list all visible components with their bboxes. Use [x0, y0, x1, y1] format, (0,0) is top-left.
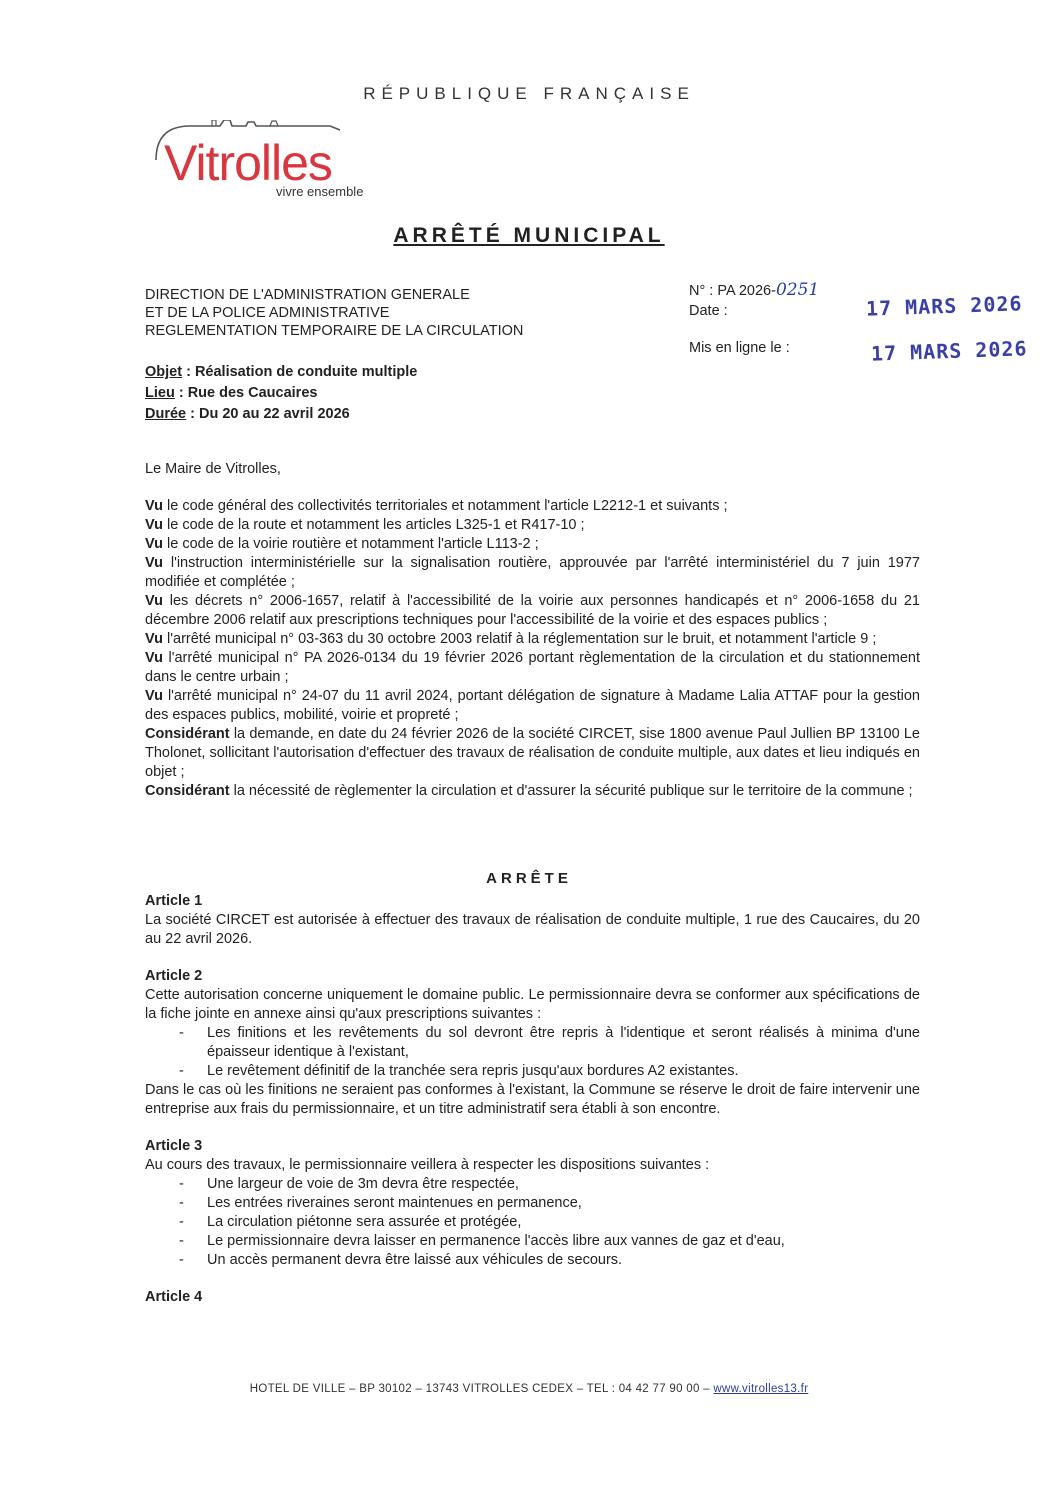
article-3 [145, 1137, 920, 1270]
duree-key: Durée [145, 406, 187, 422]
preamble-lead: Vu [145, 688, 163, 704]
list-item: - Le permissionnaire devra laisser en permanence l'accès libre aux vannes de gaz et d'eau, [173, 1232, 920, 1251]
preamble-text: l'arrêté municipal n° 24-07 du 11 avril 2024, portant délégation de signature à Madame Lalia ATTAF pour la gestion des espaces publics, mobilité, voirie et propreté ; [145, 688, 920, 723]
document-title-text: ARRÊTÉ MUNICIPAL [393, 224, 665, 247]
article-text: La société CIRCET est autorisée à effectuer des travaux de réalisation de conduite multiple, 1 rue des Caucaires, du 20 au 22 avril 2026. [145, 912, 920, 947]
preamble-item [145, 592, 920, 630]
preamble-text: le code général des collectivités territoriales et notamment l'article L2212-1 et suivants ; [163, 498, 728, 514]
list-item: - Les entrées riveraines seront maintenues en permanence, [173, 1194, 920, 1213]
preamble-item [145, 725, 920, 782]
list-item: - Les finitions et les revêtements du sol devront être repris à l'identique et seront réalisés à minima d'une épaisseur identique à l'existant, [173, 1024, 920, 1062]
article-2 [145, 967, 920, 1119]
preamble-item [145, 687, 920, 725]
article-outro: Dans le cas où les finitions ne seraient pas conformes à l'existant, la Commune se réserve le droit de faire intervenir une entreprise aux frais du permissionnaire, et un titre administratif sera établi à son encontre. [145, 1082, 920, 1117]
maire-intro: Le Maire de Vitrolles, [145, 461, 281, 477]
logo-tagline: vivre ensemble [276, 184, 364, 199]
list-item: - Un accès permanent devra être laissé aux véhicules de secours. [173, 1251, 920, 1270]
articles [145, 892, 920, 1325]
issuing-direction [145, 286, 523, 340]
footer-address: HOTEL DE VILLE – BP 30102 – 13743 VITROLLES CEDEX – TEL : 04 42 77 90 00 – [249, 1383, 714, 1395]
article-heading: Article 4 [145, 1289, 203, 1305]
objet-value: : Réalisation de conduite multiple [182, 364, 418, 380]
preamble-item [145, 554, 920, 592]
preamble-text: la nécessité de règlementer la circulation et d'assurer la sécurité publique sur le territoire de la commune ; [229, 783, 913, 799]
article-4 [145, 1288, 920, 1307]
preamble-lead: Vu [145, 536, 163, 552]
preamble-item [145, 497, 920, 516]
preamble-lead: Considérant [145, 726, 230, 742]
date-label: Date : [689, 303, 728, 319]
preamble-lead: Vu [145, 650, 163, 666]
preamble-item [145, 782, 920, 801]
website-link[interactable]: www.vitrolles13.fr [713, 1383, 809, 1395]
preamble-text: le code de la voirie routière et notamment l'article L113-2 ; [163, 536, 539, 552]
preamble-text: la demande, en date du 24 février 2026 de la société CIRCET, sise 1800 avenue Paul Jullien BP 13100 Le Tholonet, sollicitant l'autorisation d'effectuer des travaux de réalisation de conduite multiple, aux dates et lieu indiqués en objet ; [145, 726, 920, 780]
preamble-text: l'arrêté municipal n° 03-363 du 30 octobre 2003 relatif à la réglementation sur le bruit, et notamment l'article 9 ; [163, 631, 877, 647]
lieu-key: Lieu [145, 385, 175, 401]
article-heading: Article 1 [145, 893, 203, 909]
article-intro: Cette autorisation concerne uniquement le domaine public. Le permissionnaire devra se conformer aux spécifications de la fiche jointe en annexe ainsi qu'aux prescriptions suivantes : [145, 987, 920, 1022]
document-title [0, 224, 1058, 248]
preamble-text: l'arrêté municipal n° PA 2026-0134 du 19 février 2026 portant règlementation de la circulation et du stationnement dans le centre urbain ; [145, 650, 920, 685]
subject-block [145, 362, 417, 425]
list-item: - Une largeur de voie de 3m devra être respectée, [173, 1175, 920, 1194]
preamble-item [145, 649, 920, 687]
arrete-heading: ARRÊTE [486, 870, 572, 887]
preamble-item [145, 535, 920, 554]
preamble-text: le code de la route et notamment les articles L325-1 et R417-10 ; [163, 517, 585, 533]
preamble-text: les décrets n° 2006-1657, relatif à l'accessibilité de la voirie aux personnes handicapés et n° 2006-1658 du 21 décembre 2006 relatif aux prescriptions techniques pour l'accessibilité de la voirie et des espaces publics ; [145, 593, 920, 628]
reference-number-handwritten: 0251 [775, 280, 820, 300]
list-item: - La circulation piétonne sera assurée et protégée, [173, 1213, 920, 1232]
dispositions-list [145, 1175, 920, 1270]
republique-header: RÉPUBLIQUE FRANÇAISE [363, 84, 695, 103]
preamble-text: l'instruction interministérielle sur la signalisation routière, approuvée par l'arrêté interministériel du 7 juin 1977 modifiée et complétée ; [145, 555, 920, 590]
duree-value: : Du 20 au 22 avril 2026 [186, 406, 350, 422]
list-item: - Le revêtement définitif de la tranchée sera repris jusqu'aux bordures A2 existantes. [173, 1062, 920, 1081]
footer [0, 1383, 1058, 1395]
direction-line-2: ET DE LA POLICE ADMINISTRATIVE [145, 305, 390, 321]
preamble-lead: Vu [145, 517, 163, 533]
objet-key: Objet [145, 364, 183, 380]
logo-wordmark: Vitrolles [164, 135, 332, 191]
article-intro: Au cours des travaux, le permissionnaire veillera à respecter les dispositions suivantes : [145, 1157, 710, 1173]
preamble-lead: Vu [145, 498, 163, 514]
preamble-lead: Vu [145, 631, 163, 647]
preamble-lead: Considérant [145, 783, 230, 799]
online-date-label: Mis en ligne le : [689, 340, 790, 356]
vitrolles-logo [150, 120, 410, 204]
reference-block [689, 280, 819, 321]
direction-line-1: DIRECTION DE L'ADMINISTRATION GENERALE [145, 287, 470, 303]
preamble-lead: Vu [145, 593, 163, 609]
article-heading: Article 2 [145, 968, 203, 984]
preamble-lead: Vu [145, 555, 163, 571]
reference-number-label: N° : PA 2026- [689, 283, 776, 299]
preamble-item [145, 516, 920, 535]
prescriptions-list [145, 1024, 920, 1081]
direction-line-3: REGLEMENTATION TEMPORAIRE DE LA CIRCULATION [145, 323, 524, 339]
preamble-item [145, 630, 920, 649]
preamble [145, 460, 920, 801]
date-stamp: 17 MARS 2026 [865, 291, 1023, 321]
online-date-stamp: 17 MARS 2026 [870, 336, 1028, 366]
article-heading: Article 3 [145, 1138, 203, 1154]
lieu-value: : Rue des Caucaires [174, 385, 318, 401]
article-1 [145, 892, 920, 949]
